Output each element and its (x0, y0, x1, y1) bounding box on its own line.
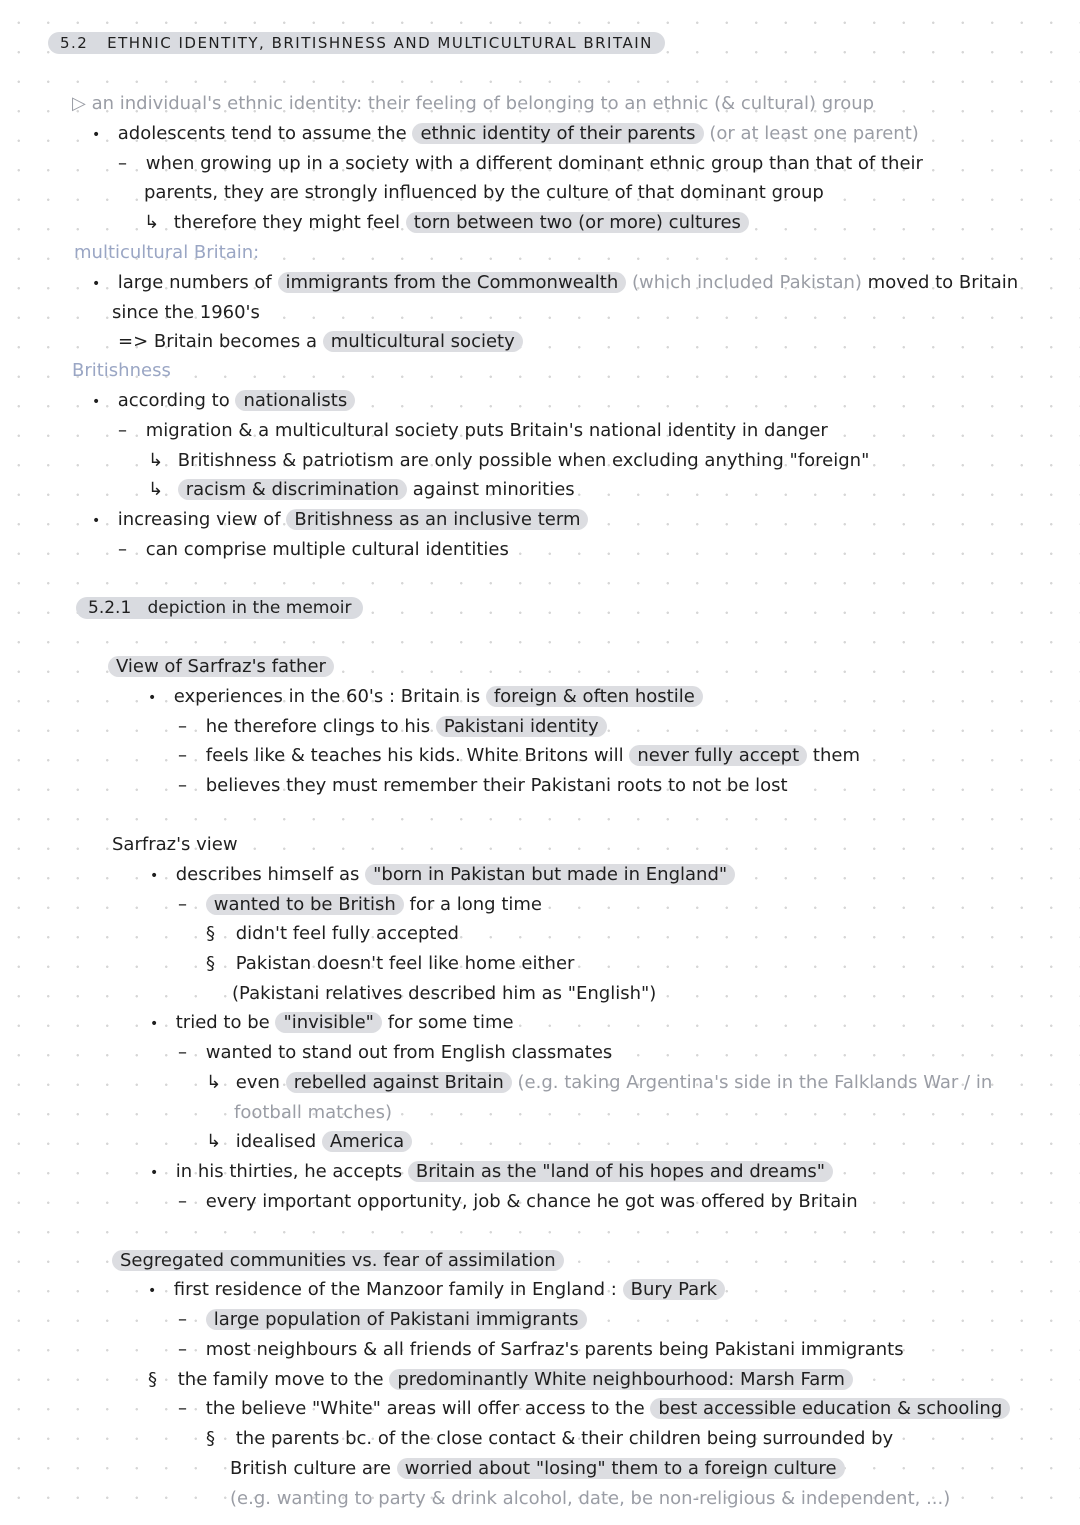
contrast-icon: § (206, 1428, 215, 1449)
bullet-dot-icon: • (92, 127, 101, 143)
multicultural-label: multicultural Britain: (74, 242, 260, 263)
highlight: Segregated communities vs. fear of assimilation (112, 1250, 564, 1271)
arrow-right-icon: ↳ (206, 1131, 222, 1152)
highlight: foreign & often hostile (486, 686, 703, 707)
segregated-dash-2: – most neighbours & all friends of Sarfraz's parents being Pakistani immigrants (178, 1337, 904, 1363)
highlight: multicultural society (323, 331, 523, 352)
highlight: Bury Park (623, 1279, 725, 1300)
father-label (108, 654, 334, 680)
dash-icon: – (178, 894, 187, 915)
dash-icon: – (178, 1042, 187, 1063)
arrow-right-icon: ↳ (144, 212, 160, 233)
dash-icon: – (118, 420, 127, 441)
dash-icon: – (178, 1309, 187, 1330)
sarfraz-dash-2: – wanted to stand out from English classmates (178, 1040, 612, 1066)
dash-icon: – (178, 1398, 187, 1419)
britishness-bullet-1: • according to nationalists (92, 388, 355, 415)
highlight: Pakistani identity (436, 716, 607, 737)
bullet-dot-icon: • (150, 1165, 159, 1181)
dash-icon: – (178, 1191, 187, 1212)
arrow-right-icon: ↳ (148, 450, 164, 471)
sarfraz-label: Sarfraz's view (112, 834, 238, 855)
bullet-dot-icon: • (150, 1016, 159, 1032)
highlight: racism & discrimination (178, 479, 407, 500)
dash-icon: – (118, 153, 127, 174)
definition-marker: ▷ (72, 93, 86, 114)
arrow-right-icon: ↳ (148, 479, 164, 500)
sarfraz-arrow-1-cont: football matches) (234, 1102, 393, 1123)
sarfraz-bullet-1: • describes himself as "born in Pakistan but made in England" (150, 862, 735, 889)
intro-dash-1-cont: parents, they are strongly influenced by the culture of that dominant group (144, 182, 824, 203)
father-dash-3: – believes they must remember their Pakistani roots to not be lost (178, 773, 788, 799)
contrast-icon: § (206, 953, 215, 974)
contrast-icon: § (206, 923, 215, 944)
intro-dash-1: – when growing up in a society with a different dominant ethnic group than that of their (118, 151, 923, 177)
father-dash-1: – he therefore clings to his Pakistani identity (178, 714, 607, 740)
bullet-dot-icon: • (148, 1283, 157, 1299)
sarfraz-arrow-2: ↳ idealised America (206, 1129, 412, 1155)
britishness-label: Britishness (72, 360, 171, 381)
sarfraz-bullet-2: • tried to be "invisible" for some time (150, 1010, 514, 1037)
britishness-dash-2: – can comprise multiple cultural identities (118, 537, 509, 563)
bullet-dot-icon: • (148, 690, 157, 706)
segregated-bullet: • first residence of the Manzoor family in England : Bury Park (148, 1277, 725, 1304)
section-number: 5.2 (60, 34, 89, 52)
intro-bullet-1: • adolescents tend to assume the ethnic identity of their parents (or at least one parent) (92, 121, 919, 148)
dash-icon: – (178, 1339, 187, 1360)
dash-icon: – (178, 716, 187, 737)
britishness-arrow-2: ↳ racism & discrimination against minorities (148, 477, 575, 503)
britishness-arrow-1: ↳ Britishness & patriotism are only possible when excluding anything "foreign" (148, 448, 869, 474)
highlight: nationalists (235, 390, 355, 411)
bullet-dot-icon: • (92, 513, 101, 529)
dash-icon: – (178, 775, 187, 796)
segregated-dash-1 (178, 1307, 587, 1333)
highlight: "born in Pakistan but made in England" (365, 864, 735, 885)
segregated-move: § the family move to the predominantly White neighbourhood: Marsh Farm (148, 1367, 853, 1393)
multicultural-bullet-cont: since the 1960's (112, 302, 260, 323)
segregated-contrast-cont: British culture are worried about "losing" them to a foreign culture (230, 1456, 845, 1482)
sarfraz-bullet-3: • in his thirties, he accepts Britain as the "land of his hopes and dreams" (150, 1159, 833, 1186)
multicultural-bullet: • large numbers of immigrants from the Commonwealth (which included Pakistan) moved to Britain (92, 270, 1018, 297)
bullet-dot-icon: • (92, 394, 101, 410)
highlight: never fully accept (629, 745, 807, 766)
highlight: best accessible education & schooling (650, 1398, 1010, 1419)
highlight: ethnic identity of their parents (412, 123, 703, 144)
dash-icon: – (118, 539, 127, 560)
father-bullet: • experiences in the 60's : Britain is foreign & often hostile (148, 684, 703, 711)
highlight: torn between two (or more) cultures (406, 212, 749, 233)
sarfraz-contrast-2-cont: (Pakistani relatives described him as "English") (232, 983, 657, 1004)
sarfraz-dash-1: – wanted to be British for a long time (178, 892, 542, 918)
highlight: wanted to be British (206, 894, 404, 915)
britishness-dash-1: – migration & a multicultural society puts Britain's national identity in danger (118, 418, 828, 444)
definition-line (72, 91, 874, 117)
highlight: View of Sarfraz's father (108, 656, 334, 677)
father-dash-2: – feels like & teaches his kids. White Britons will never fully accept them (178, 743, 860, 769)
sarfraz-dash-3: – every important opportunity, job & chance he got was offered by Britain (178, 1189, 858, 1215)
dash-icon: – (178, 745, 187, 766)
highlight: Britain as the "land of his hopes and dreams" (408, 1161, 833, 1182)
sarfraz-contrast-2: § Pakistan doesn't feel like home either (206, 951, 574, 977)
segregated-dash-3: – the believe "White" areas will offer access to the best accessible education & schooling (178, 1396, 1010, 1422)
bullet-dot-icon: • (150, 868, 159, 884)
definition-text: an individual's ethnic identity: their feeling of belonging to an ethnic (& cultural) group (91, 93, 875, 114)
contrast-icon: § (148, 1369, 157, 1390)
subsection-title: depiction in the memoir (147, 598, 352, 618)
subsection-heading (76, 595, 363, 621)
highlight: predominantly White neighbourhood: Marsh Farm (389, 1369, 853, 1390)
highlight: large population of Pakistani immigrants (206, 1309, 587, 1330)
highlight: rebelled against Britain (286, 1072, 512, 1093)
multicultural-implies: => Britain becomes a multicultural society (118, 329, 523, 355)
highlight: worried about "losing" them to a foreign culture (397, 1458, 845, 1479)
sarfraz-arrow-1: ↳ even rebelled against Britain (e.g. taking Argentina's side in the Falklands War / in (206, 1070, 992, 1096)
segregated-contrast: § the parents bc. of the close contact & their children being surrounded by (206, 1426, 893, 1452)
highlight: "invisible" (275, 1012, 382, 1033)
section-title: ETHNIC IDENTITY, BRITISHNESS AND MULTICULTURAL BRITAIN (107, 34, 653, 52)
section-heading (48, 30, 665, 56)
highlight: immigrants from the Commonwealth (278, 272, 627, 293)
subsection-number: 5.2.1 (88, 598, 132, 618)
highlight: America (322, 1131, 412, 1152)
highlight: Britishness as an inclusive term (286, 509, 588, 530)
arrow-right-icon: ↳ (206, 1072, 222, 1093)
sarfraz-contrast-1: § didn't feel fully accepted (206, 921, 459, 947)
bullet-dot-icon: • (92, 276, 101, 292)
segregated-label (112, 1248, 564, 1274)
intro-arrow-1: ↳ therefore they might feel torn between two (or more) cultures (144, 210, 749, 236)
segregated-example: (e.g. wanting to party & drink alcohol, date, be non-religious & independent, ...) (230, 1488, 951, 1509)
britishness-bullet-2: • increasing view of Britishness as an inclusive term (92, 507, 588, 534)
